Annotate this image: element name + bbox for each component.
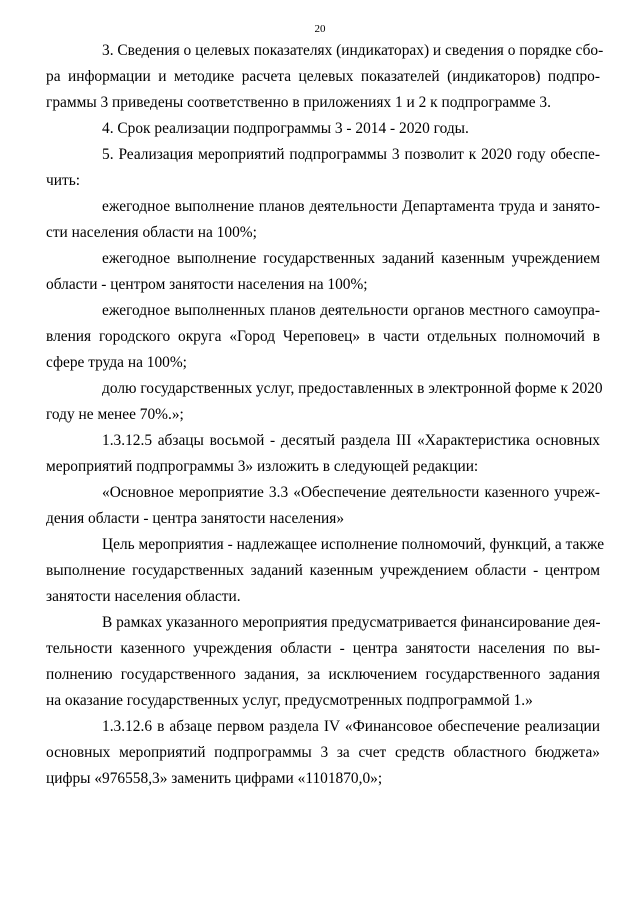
text-line: дения области - центра занятости населения» xyxy=(46,510,345,527)
paragraph-result-state-tasks xyxy=(46,246,600,298)
paragraph-result-department-plans xyxy=(46,194,600,246)
text-line: 1.3.12.5 абзацы восьмой - десятый раздела III «Характеристика основных xyxy=(102,432,600,449)
text-line: тельности казенного учреждения области - центра занятости населения по вы- xyxy=(46,640,600,657)
text-line: чить: xyxy=(46,172,80,189)
text-line: сти населения области на 100%; xyxy=(46,224,257,241)
text-line: сфере труда на 100%; xyxy=(46,354,187,371)
text-line: выполнение государственных заданий казенным учреждением области - центром xyxy=(46,562,600,579)
text-line: цифры «976558,3» заменить цифрами «1101870,0»; xyxy=(46,770,383,787)
paragraph-main-activity-3-3 xyxy=(46,480,600,532)
text-line: ежегодное выполнение планов деятельности Департамента труда и занято- xyxy=(102,198,600,215)
text-line: основных мероприятий подпрограммы 3 за счет средств областного бюджета» xyxy=(46,744,600,761)
paragraph-activity-financing xyxy=(46,610,601,714)
text-line: Цель мероприятия - надлежащее исполнение полномочий, функций, а также xyxy=(102,536,605,553)
paragraph-result-electronic-services xyxy=(46,376,603,428)
text-line: «Основное мероприятие 3.3 «Обеспечение деятельности казенного учреж- xyxy=(102,484,600,501)
paragraph-activity-goal xyxy=(46,532,605,610)
text-line: 5. Реализация мероприятий подпрограммы 3 позволит к 2020 году обеспе- xyxy=(102,146,600,163)
text-line: ра информации и методике расчета целевых показателей (индикаторов) подпро- xyxy=(46,68,600,85)
document-body xyxy=(46,38,605,792)
text-line: ежегодное выполненных планов деятельности органов местного самоупра- xyxy=(102,302,600,319)
text-line: В рамках указанного мероприятия предусматривается финансирование дея- xyxy=(102,614,601,631)
text-line: вления городского округа «Город Череповец» в части отдельных полномочий в xyxy=(46,328,600,345)
paragraph-indicators-info xyxy=(46,38,604,116)
text-line: 1.3.12.6 в абзаце первом раздела IV «Финансовое обеспечение реализации xyxy=(102,718,600,735)
paragraph-amendment-1-3-12-6 xyxy=(46,714,600,792)
text-line: 3. Сведения о целевых показателях (индикаторах) и сведения о порядке сбо- xyxy=(102,42,604,59)
text-line: году не менее 70%.»; xyxy=(46,406,184,423)
text-line: мероприятий подпрограммы 3» изложить в следующей редакции: xyxy=(46,458,479,475)
text-line: области - центром занятости населения на 100%; xyxy=(46,276,368,293)
page-number: 20 xyxy=(314,23,326,35)
text-line: ежегодное выполнение государственных заданий казенным учреждением xyxy=(102,250,600,267)
text-line: полнению государственного задания, за исключением государственного задания xyxy=(46,666,600,683)
paragraph-expected-results xyxy=(46,142,600,194)
text-line: занятости населения области. xyxy=(46,588,241,605)
text-line: долю государственных услуг, предоставленных в электронной форме к 2020 xyxy=(102,380,603,397)
paragraph-amendment-1-3-12-5 xyxy=(46,428,600,480)
text-line: граммы 3 приведены соответственно в приложениях 1 и 2 к подпрограмме 3. xyxy=(46,94,551,111)
text-line: 4. Срок реализации подпрограммы 3 - 2014 - 2020 годы. xyxy=(102,120,469,137)
paragraph-result-local-government xyxy=(46,298,600,376)
paragraph-implementation-period xyxy=(74,116,600,142)
text-line: на оказание государственных услуг, предусмотренных подпрограммой 1.» xyxy=(46,692,533,709)
